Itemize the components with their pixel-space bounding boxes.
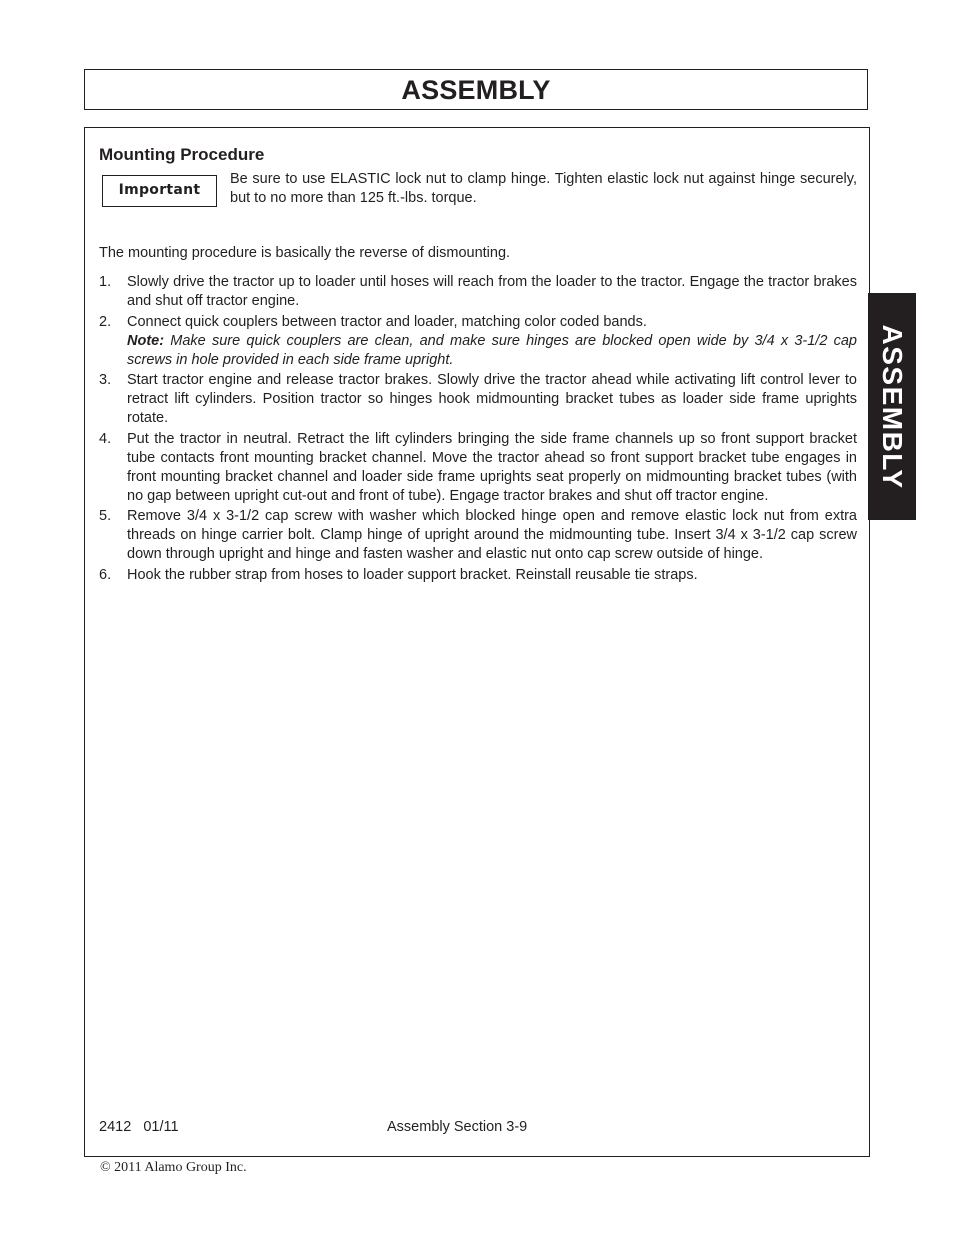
content-frame — [84, 127, 870, 1157]
step-3 — [99, 371, 857, 428]
step-text: Hook the rubber strap from hoses to loader support bracket. Reinstall reusable tie straps. — [127, 566, 698, 583]
note-label: Note: — [127, 332, 165, 349]
footer-doc-number: 2412 01/11 — [99, 1119, 179, 1135]
step-text: Remove 3/4 x 3-1/2 cap screw with washer which blocked hinge open and remove elastic lock nut from extra threads on hinge carrier bolt. Clamp hinge of upright around the midmounting tube. Insert 3/4 x 3-1/2 cap screw down through upright and hinge and fasten washer and elastic nut onto cap screw outside of hinge. — [127, 508, 857, 562]
side-tab-label: ASSEMBLY — [877, 323, 908, 490]
step-text: Start tractor engine and release tractor brakes. Slowly drive the tractor ahead while activating lift control lever to retract lift cylinders. Position tractor so hinges hook midmounting bracket tubes as loader side frame uprights rotate. — [127, 372, 857, 426]
step-number: 3. — [99, 372, 112, 388]
page-title: ASSEMBLY — [401, 75, 551, 105]
page-header — [84, 69, 868, 110]
step-note — [127, 332, 857, 370]
step-number: 1. — [99, 274, 112, 290]
step-5 — [99, 507, 857, 564]
important-badge: Important — [102, 175, 217, 207]
step-6 — [99, 566, 857, 585]
section-heading: Mounting Procedure — [99, 145, 265, 164]
step-text: Slowly drive the tractor up to loader until hoses will reach from the loader to the tractor. Engage the tractor brakes and shut off tractor engine. — [127, 274, 857, 309]
procedure-steps — [99, 273, 857, 586]
step-4 — [99, 430, 857, 506]
copyright-notice: © 2011 Alamo Group Inc. — [100, 1160, 247, 1175]
step-number: 2. — [99, 313, 112, 330]
step-number: 5. — [99, 508, 112, 524]
note-text: Make sure quick couplers are clean, and make sure hinges are blocked open wide by 3/4 x 3-1/2 cap screws in hole provided in each side frame upright. — [127, 332, 857, 368]
step-number: 6. — [99, 566, 112, 583]
intro-paragraph: The mounting procedure is basically the reverse of dismounting. — [99, 245, 511, 261]
step-1 — [99, 273, 857, 311]
step-2 — [99, 313, 857, 370]
step-text: Connect quick couplers between tractor and loader, matching color coded bands. — [127, 313, 647, 330]
step-number: 4. — [99, 430, 112, 447]
important-notice-text: Be sure to use ELASTIC lock nut to clamp hinge. Tighten elastic lock nut against hinge securely, but to no more than 125 ft.-lbs. torque. — [230, 171, 857, 206]
step-text: Put the tractor in neutral. Retract the lift cylinders bringing the side frame channels up so front support bracket tube contacts front mounting bracket channel. Move the tractor ahead so front support bracket tube engages in front mounting bracket channel and loader side frame uprights seat properly on midmounting bracket tubes (with no gap between upright cut-out and front of tube). Engage tractor brakes and shut off tractor engine. — [127, 430, 857, 504]
step-body — [127, 313, 857, 370]
section-side-tab — [868, 293, 916, 520]
footer-page-label: Assembly Section 3-9 — [387, 1119, 528, 1135]
